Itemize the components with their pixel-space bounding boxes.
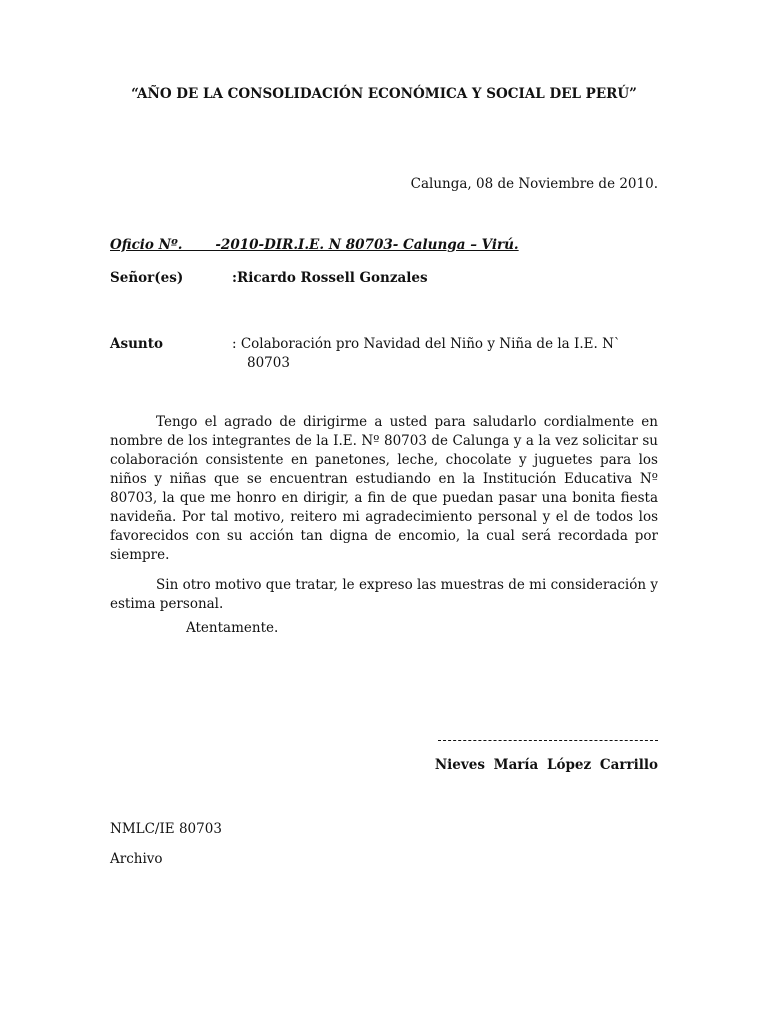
subject-value-line2: 80703 xyxy=(247,355,290,371)
closing-text: Atentamente. xyxy=(186,620,279,636)
recipient-name: :Ricardo Rossell Gonzales xyxy=(232,270,428,286)
subject-label: Asunto xyxy=(110,336,163,352)
year-title: “AÑO DE LA CONSOLIDACIÓN ECONÓMICA Y SOCIAL DEL PERÚ” xyxy=(131,86,637,102)
body-paragraph-1: Tengo el agrado de dirigirme a usted para saludarlo cordialmente en nombre de los integrantes de la I.E. Nº 80703 de Calunga y a la vez solicitar su colaboración consistente en panetones, leche, chocolate y juguetes para los niños y niñas que se encuentran estudiando en la Institución Educativa Nº 80703, la que me honro en dirigir, a fin de que puedan pasar una bonita fiesta navideña. Por tal motivo, reitero mi agradecimiento personal y el de todos los favorecidos con su acción tan digna de encomio, la cual será recordada por siempre. xyxy=(110,414,658,563)
oficio-reference: Oficio Nº. -2010-DIR.I.E. N 80703- Calunga – Virú. xyxy=(110,237,519,253)
signature-line xyxy=(438,740,658,741)
recipient-label: Señor(es) xyxy=(110,270,184,286)
signature-name: Nieves María López Carrillo xyxy=(434,757,658,773)
reference-initials: NMLC/IE 80703 xyxy=(110,821,222,837)
letter-body xyxy=(110,413,658,614)
subject-value-line1: : Colaboración pro Navidad del Niño y Niña de la I.E. N` xyxy=(232,336,621,352)
archive-note: Archivo xyxy=(110,851,163,867)
body-paragraph-2: Sin otro motivo que tratar, le expreso las muestras de mi consideración y estima personal. xyxy=(110,577,658,612)
date-line: Calunga, 08 de Noviembre de 2010. xyxy=(410,176,658,192)
